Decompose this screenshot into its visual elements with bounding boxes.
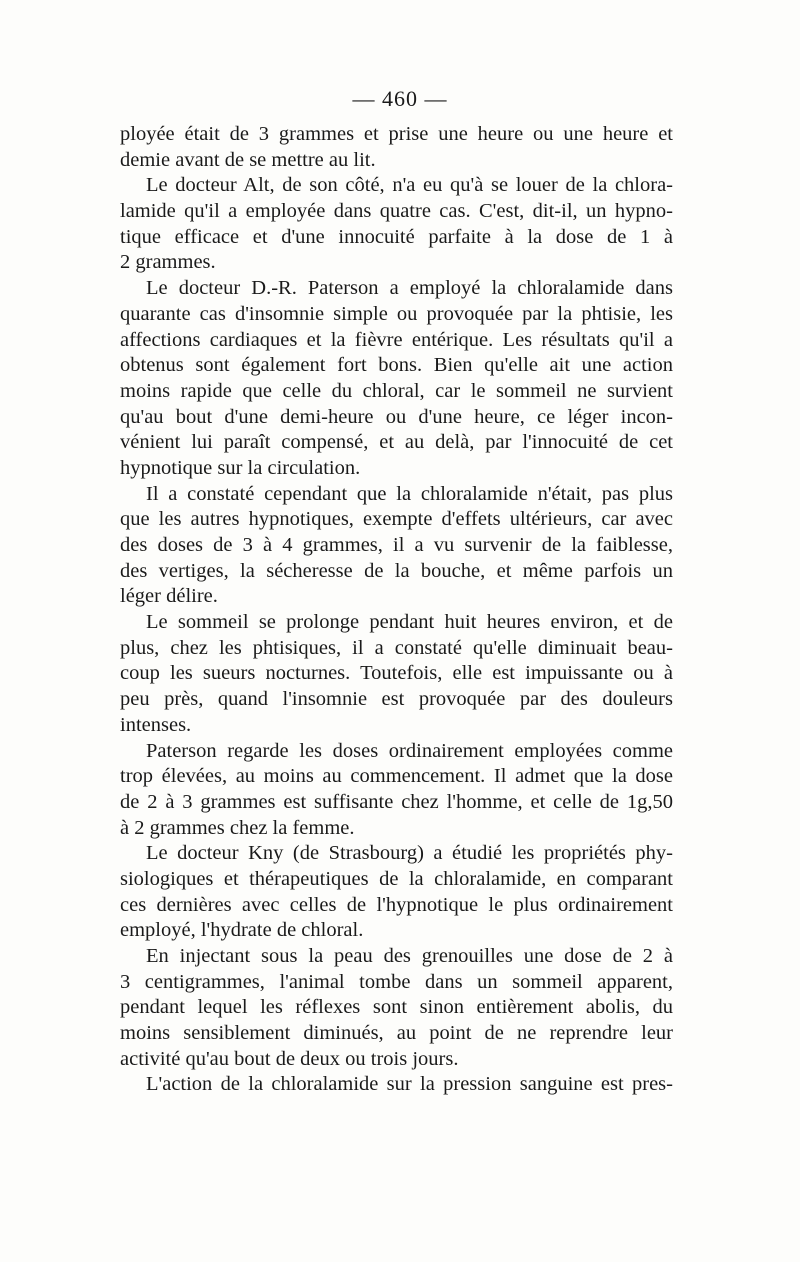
text-line: ces dernières avec celles de l'hypnotique le plus ordinairement (120, 893, 673, 916)
text-line: Il a constaté cependant que la chloralamide n'était, pas plus (146, 482, 673, 505)
text-line: des vertiges, la sécheresse de la bouche, et même parfois un (120, 559, 673, 582)
text-line: demie avant de se mettre au lit. (120, 148, 376, 171)
text-line: pendant lequel les réflexes sont sinon entièrement abolis, du (120, 996, 673, 1019)
text-line: hypnotique sur la circulation. (120, 456, 361, 479)
text-line: léger délire. (120, 585, 218, 608)
text-line: activité qu'au bout de deux ou trois jours. (120, 1047, 459, 1070)
text-line: ployée était de 3 grammes et prise une heure ou une heure et (120, 123, 673, 145)
text-line: employé, l'hydrate de chloral. (120, 919, 364, 942)
text-line: qu'au bout d'une demi-heure ou d'une heure, ce léger incon- (120, 405, 673, 428)
text-line: de 2 à 3 grammes est suffisante chez l'homme, et celle de 1g,50 (120, 790, 673, 813)
text-line: moins rapide que celle du chloral, car le sommeil ne survient (120, 379, 673, 402)
text-line: 3 centigrammes, l'animal tombe dans un sommeil apparent, (120, 970, 673, 993)
text-line: plus, chez les phtisiques, il a constaté qu'elle diminuait beau- (120, 636, 673, 659)
text-line: Le docteur Alt, de son côté, n'a eu qu'à se louer de la chlora- (146, 174, 673, 197)
text-line: quarante cas d'insomnie simple ou provoquée par la phtisie, les (120, 302, 673, 325)
text-line: tique efficace et d'une innocuité parfaite à la dose de 1 à (120, 225, 673, 248)
text-line: peu près, quand l'insomnie est provoquée par des douleurs (120, 688, 673, 711)
text-line: moins sensiblement diminués, au point de ne reprendre leur (120, 1022, 673, 1045)
text-line: trop élevées, au moins au commencement. Il admet que la dose (120, 765, 673, 788)
text-line: coup les sueurs nocturnes. Toutefois, elle est impuissante ou à (120, 662, 673, 685)
text-line: des doses de 3 à 4 grammes, il a vu survenir de la faiblesse, (120, 534, 673, 556)
text-line: Le sommeil se prolonge pendant huit heures environ, et de (146, 611, 673, 634)
text-line: affections cardiaques et la fièvre entérique. Les résultats qu'il a (120, 328, 673, 351)
text-line: vénient lui paraît compensé, et au delà, par l'innocuité de cet (120, 431, 673, 454)
text-line: En injectant sous la peau des grenouilles une dose de 2 à (146, 945, 673, 967)
text-line: que les autres hypnotiques, exempte d'effets ultérieurs, car avec (120, 508, 673, 531)
text-line: Le docteur D.-R. Paterson a employé la chloralamide dans (146, 277, 673, 300)
text-line: 2 grammes. (120, 251, 216, 274)
text-line: à 2 grammes chez la femme. (120, 816, 355, 839)
text-line: L'action de la chloralamide sur la pression sanguine est pres- (146, 1073, 673, 1096)
body-text (120, 122, 673, 1098)
text-line: Paterson regarde les doses ordinairement employées comme (146, 739, 673, 762)
text-line: intenses. (120, 713, 192, 736)
text-line: Le docteur Kny (de Strasbourg) a étudié les propriétés phy- (146, 842, 673, 865)
text-line: siologiques et thérapeutiques de la chloralamide, en comparant (120, 867, 673, 890)
text-line: lamide qu'il a employée dans quatre cas. C'est, dit-il, un hypno- (120, 200, 673, 223)
page-number: — 460 — (352, 86, 448, 111)
text-line: obtenus sont également fort bons. Bien qu'elle ait une action (120, 354, 673, 377)
